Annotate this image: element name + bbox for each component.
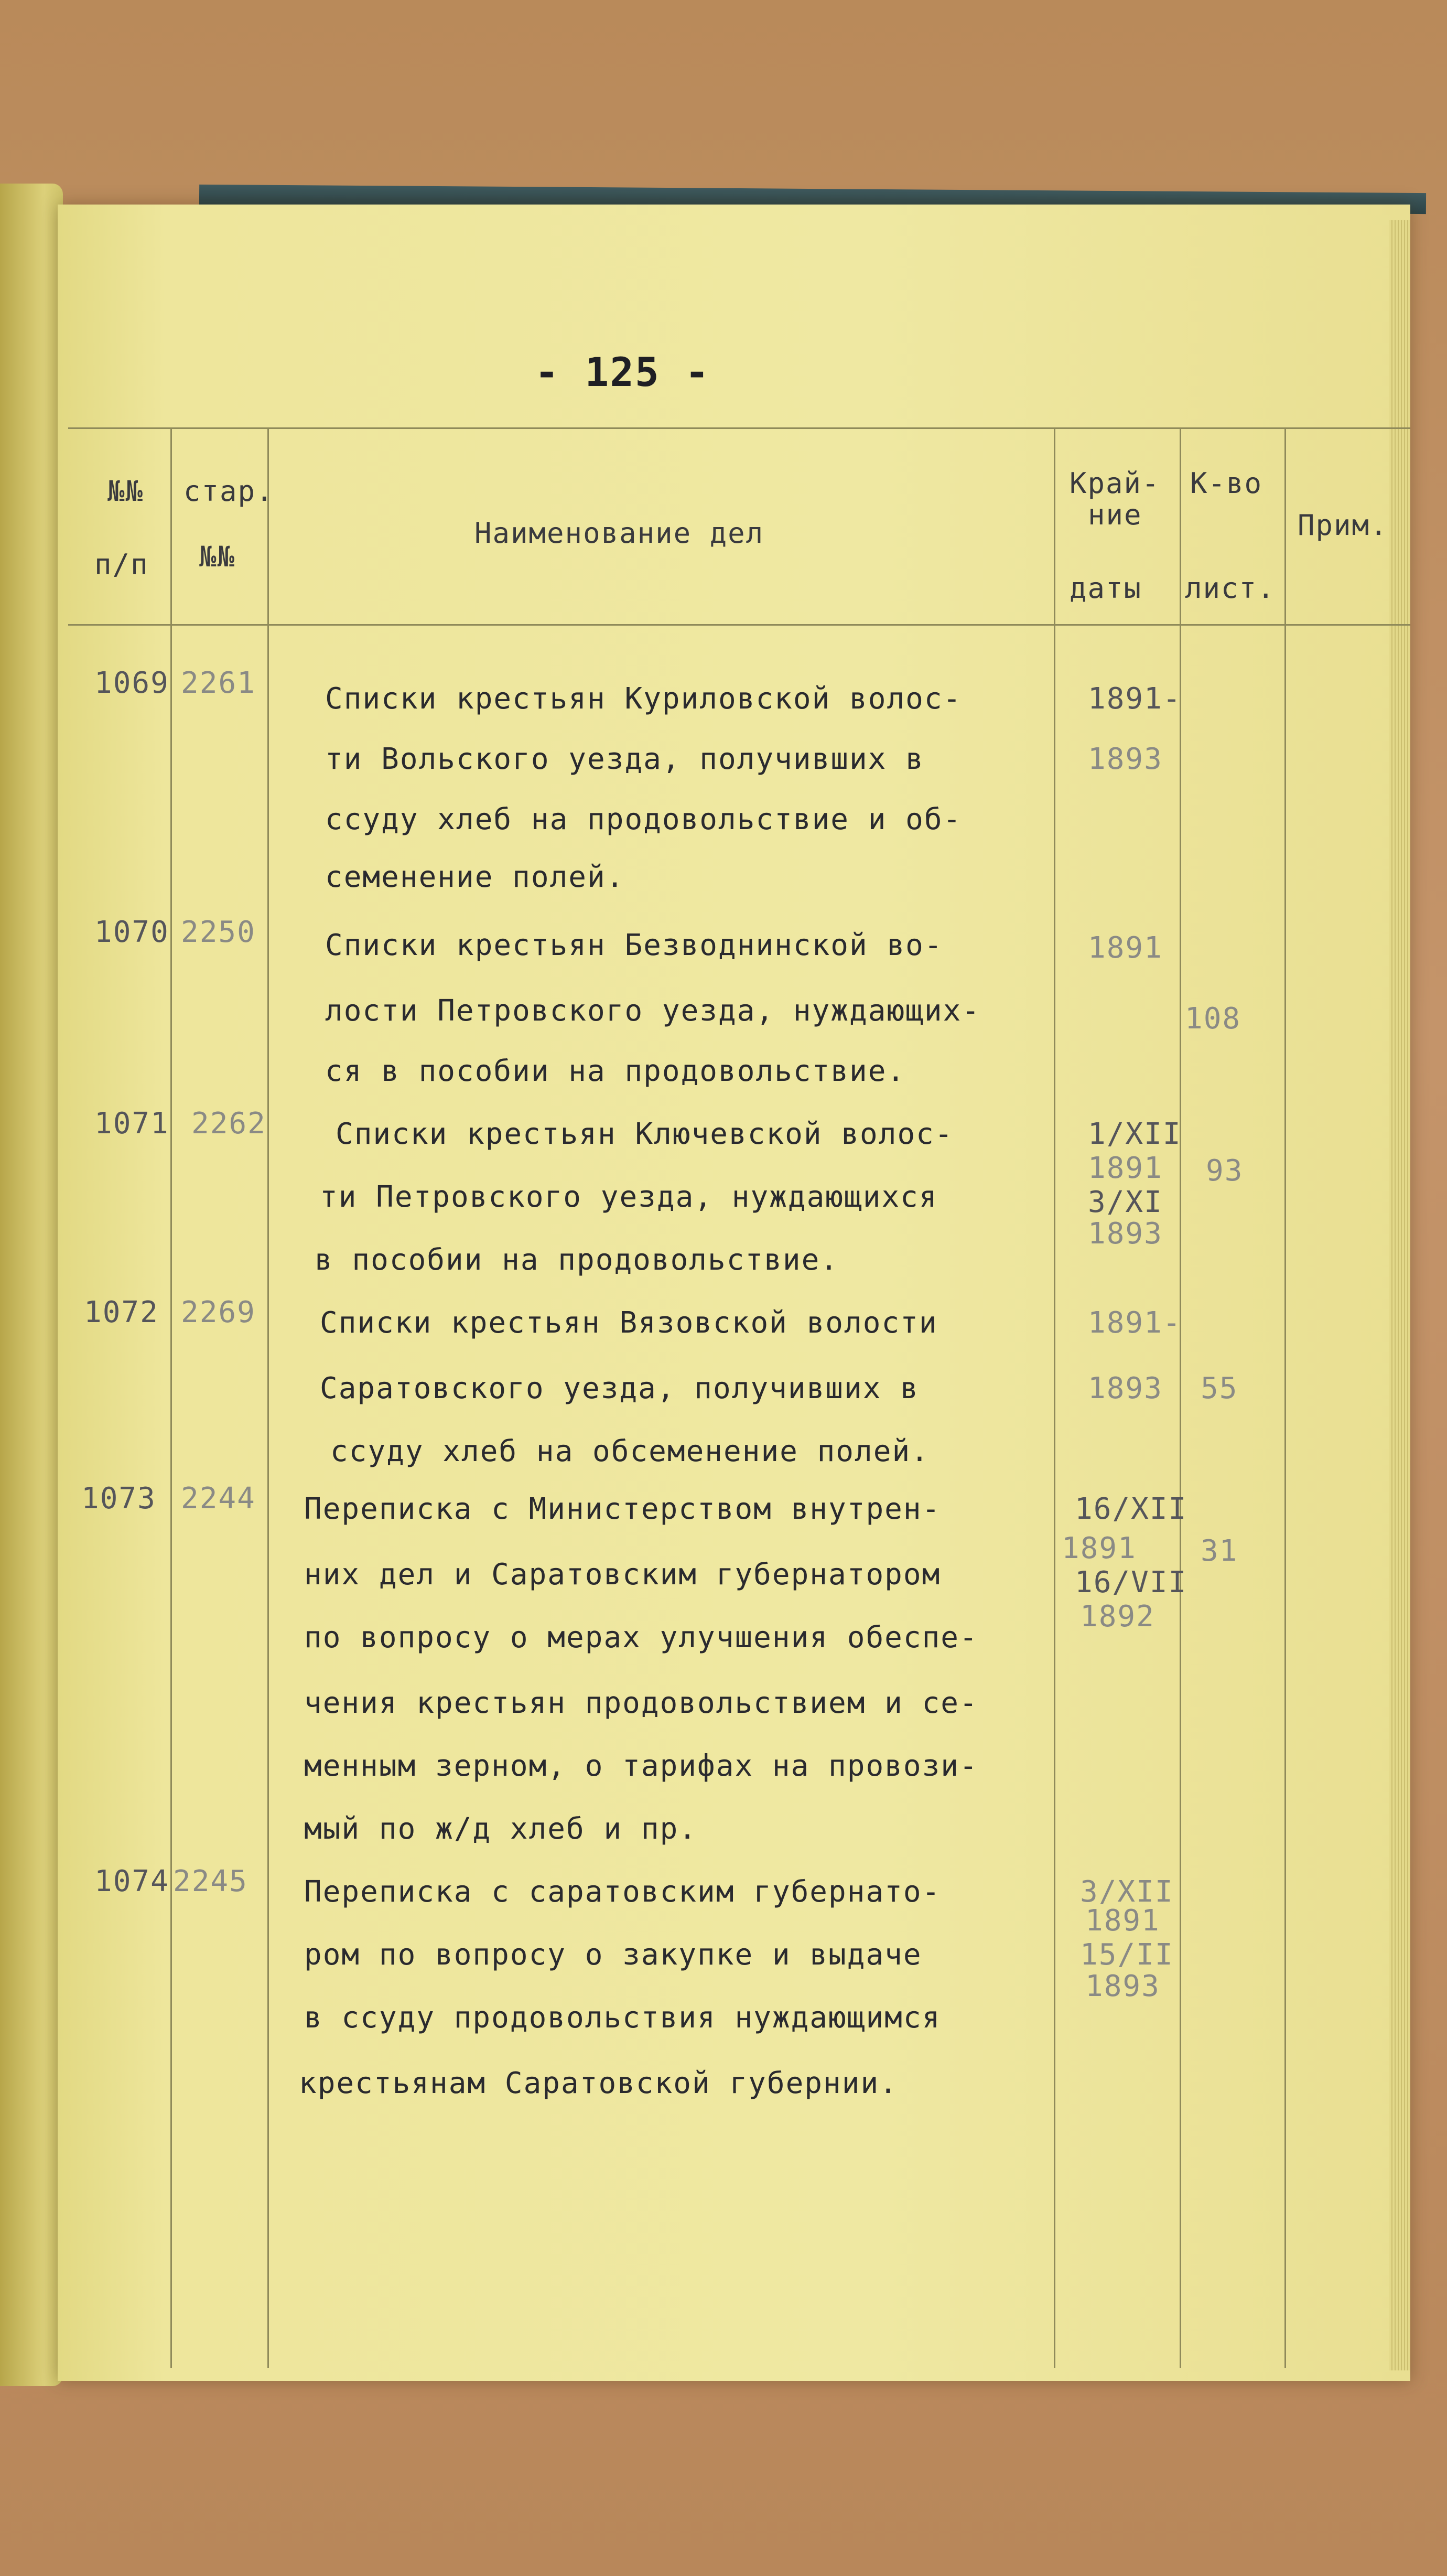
- page-stack-edge: [1389, 220, 1410, 2370]
- row-text-line: Списки крестьян Куриловской волос-: [325, 682, 962, 716]
- row-text-line: Переписка с Министерством внутрен-: [304, 1492, 941, 1526]
- row-date: 1891: [1085, 1904, 1160, 1938]
- header-col-dates-3: даты: [1070, 572, 1142, 605]
- row-text-line: крестьянам Саратовской губернии.: [299, 2066, 898, 2100]
- row-text-line: ссуду хлеб на обсеменение полей.: [330, 1434, 930, 1468]
- row-date: 1891: [1088, 1151, 1163, 1185]
- header-col-notes: Прим.: [1298, 509, 1388, 542]
- column-divider-3: [1054, 427, 1055, 2368]
- row-date: 1/XII: [1088, 1117, 1182, 1151]
- row-text-line: ти Петровского уезда, нуждающихся: [320, 1180, 938, 1214]
- row-text-line: Переписка с саратовским губернато-: [304, 1875, 941, 1909]
- row-number: 1069: [94, 666, 169, 700]
- row-text-line: мый по ж/д хлеб и пр.: [304, 1812, 698, 1846]
- row-date: 3/XI: [1088, 1185, 1163, 1219]
- row-number: 1070: [94, 915, 169, 949]
- row-text-line: по вопросу о мерах улучшения обеспе-: [304, 1620, 978, 1655]
- row-text-line: в пособии на продовольствие.: [315, 1243, 839, 1277]
- row-date: 16/VII: [1075, 1565, 1187, 1600]
- row-text-line: в ссуду продовольствия нуждающимся: [304, 2001, 941, 2035]
- row-sheets: 31: [1201, 1534, 1238, 1568]
- header-col-name: Наименование дел: [474, 517, 764, 550]
- row-text-line: Саратовского уезда, получивших в: [320, 1371, 919, 1405]
- row-sheets: 55: [1201, 1371, 1238, 1405]
- row-number: 1071: [94, 1107, 169, 1141]
- header-col-no-1: №№: [107, 475, 144, 508]
- row-old-number: 2250: [181, 915, 256, 949]
- row-date: 1893: [1088, 1217, 1163, 1251]
- header-col-old-2: №№: [199, 540, 236, 573]
- row-text-line: ссуду хлеб на продовольствие и об-: [325, 802, 962, 836]
- row-text-line: чения крестьян продовольствием и се-: [304, 1686, 978, 1720]
- row-old-number: 2261: [181, 666, 256, 700]
- row-date: 1893: [1088, 742, 1163, 776]
- column-divider-2: [267, 427, 269, 2368]
- left-page-edge: [0, 184, 63, 2386]
- header-col-dates-1: Край-: [1070, 467, 1160, 500]
- row-text-line: ся в пособии на продовольствие.: [325, 1054, 906, 1088]
- row-date: 3/XII: [1080, 1875, 1174, 1909]
- column-divider-1: [170, 427, 172, 2368]
- row-text-line: семенение полей.: [325, 860, 625, 894]
- header-col-sheets-1: К-во: [1190, 467, 1263, 500]
- row-number: 1074: [94, 1864, 169, 1898]
- page-number: - 125 -: [535, 349, 710, 395]
- row-text-line: ром по вопросу о закупке и выдаче: [304, 1938, 922, 1972]
- row-date: 1893: [1085, 1969, 1160, 2003]
- row-text-line: Списки крестьян Безводнинской во-: [325, 928, 943, 962]
- row-old-number: 2262: [191, 1107, 266, 1141]
- row-date: 1891-: [1088, 1306, 1182, 1340]
- row-old-number: 2245: [173, 1864, 248, 1898]
- column-divider-4: [1180, 427, 1181, 2368]
- row-text-line: Списки крестьян Ключевской волос-: [336, 1117, 954, 1151]
- row-sheets: 93: [1206, 1154, 1244, 1188]
- row-date: 15/II: [1080, 1938, 1174, 1972]
- header-col-no-2: п/п: [94, 548, 149, 581]
- row-date: 1891: [1088, 931, 1163, 965]
- column-divider-5: [1284, 427, 1286, 2368]
- header-top-rule: [68, 427, 1410, 429]
- row-text-line: лости Петровского уезда, нуждающих-: [325, 994, 981, 1028]
- row-date: 1891: [1062, 1531, 1137, 1565]
- row-text-line: ти Вольского уезда, получивших в: [325, 742, 924, 776]
- row-text-line: них дел и Саратовским губернатором: [304, 1558, 941, 1592]
- row-old-number: 2244: [181, 1482, 256, 1516]
- row-text-line: менным зерном, о тарифах на провози-: [304, 1749, 978, 1783]
- header-bottom-rule: [68, 624, 1410, 626]
- row-number: 1072: [84, 1295, 159, 1329]
- row-date: 1892: [1080, 1600, 1155, 1634]
- row-date: 1891-: [1088, 682, 1182, 716]
- header-col-old-1: стар.: [183, 475, 274, 508]
- row-number: 1073: [81, 1482, 156, 1516]
- row-old-number: 2269: [181, 1295, 256, 1329]
- header-col-sheets-2: лист.: [1185, 572, 1276, 605]
- row-date: 1893: [1088, 1371, 1163, 1405]
- row-sheets: 108: [1185, 1002, 1241, 1036]
- header-col-dates-2: ние: [1088, 498, 1142, 531]
- row-date: 16/XII: [1075, 1492, 1187, 1526]
- row-text-line: Списки крестьян Вязовской волости: [320, 1306, 938, 1340]
